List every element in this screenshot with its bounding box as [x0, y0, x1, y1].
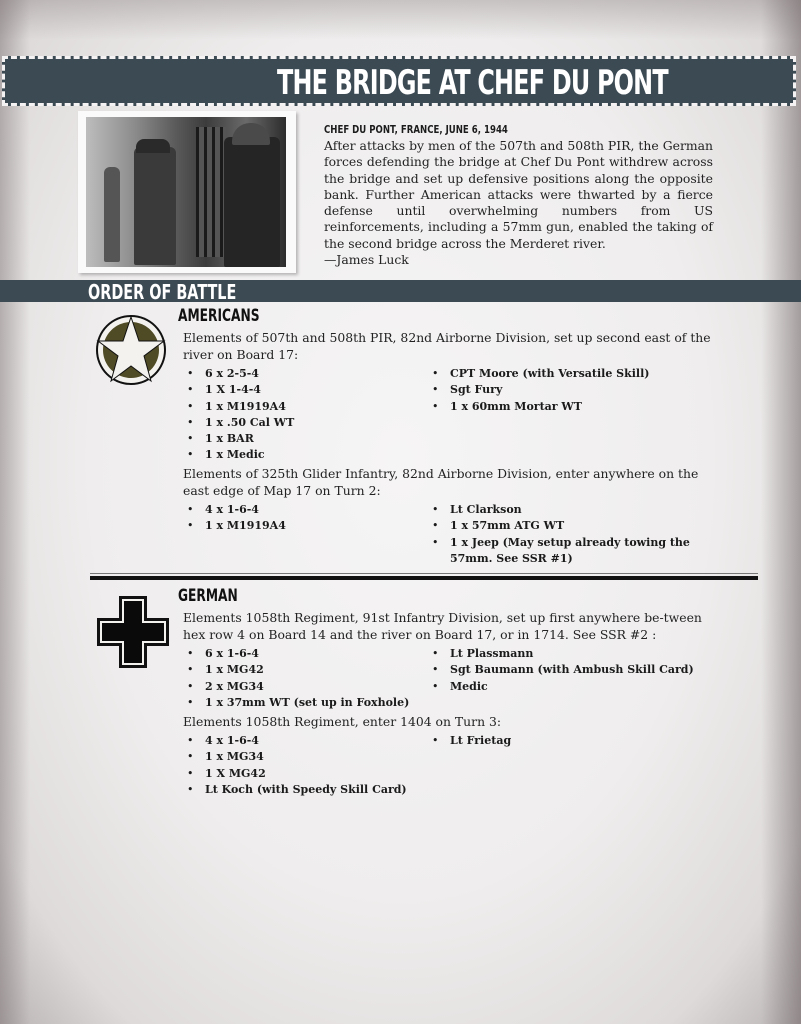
list-item: • 1 x MG42	[183, 662, 409, 678]
list-item: • 1 X 1-4-4	[183, 382, 294, 398]
americans-heading: AMERICANS	[178, 306, 260, 326]
list-item: • 1 x 57mm ATG WT	[428, 518, 720, 534]
list-item: • 4 x 1-6-4	[183, 733, 407, 749]
list-item: • 6 x 1-6-4	[183, 646, 409, 662]
german-group-2-left-list	[183, 733, 407, 798]
list-item: • 1 x Jeep (May setup already towing the 57mm. See SSR #1)	[428, 535, 720, 568]
german-heading: GERMAN	[178, 586, 238, 606]
list-item: • 1 x 60mm Mortar WT	[428, 399, 650, 415]
list-item: • 1 X MG42	[183, 766, 407, 782]
us-star-roundel-icon	[95, 314, 167, 386]
list-item: • Lt Koch (with Speedy Skill Card)	[183, 782, 407, 798]
page-title: THE BRIDGE AT CHEF DU PONT	[277, 63, 668, 103]
balkenkreuz-icon	[97, 596, 169, 668]
german-group-1-right-list	[428, 646, 694, 695]
list-item: • 1 x .50 Cal WT	[183, 415, 294, 431]
german-group-2-description: Elements 1058th Regiment, enter 1404 on Turn 3:	[183, 714, 502, 729]
intro-text	[324, 138, 713, 268]
list-item: • Sgt Fury	[428, 382, 650, 398]
americans-group-2-right-list	[428, 502, 720, 567]
list-item: • Lt Frietag	[428, 733, 511, 749]
list-item: • 1 x 37mm WT (set up in Foxhole)	[183, 695, 409, 711]
order-of-battle-title: ORDER OF BATTLE	[88, 280, 237, 304]
list-item: • 1 x M1919A4	[183, 399, 294, 415]
list-item: • Lt Plassmann	[428, 646, 694, 662]
list-item: • Lt Clarkson	[428, 502, 720, 518]
dateline: CHEF DU PONT, FRANCE, JUNE 6, 1944	[324, 123, 508, 136]
list-item: • Medic	[428, 679, 694, 695]
german-group-1-left-list	[183, 646, 409, 711]
list-item: • Sgt Baumann (with Ambush Skill Card)	[428, 662, 694, 678]
intro-author: —James Luck	[324, 252, 409, 268]
americans-group-2-left-list	[183, 502, 286, 535]
list-item: • CPT Moore (with Versatile Skill)	[428, 366, 650, 382]
list-item: • 1 x BAR	[183, 431, 294, 447]
page-edge-right	[761, 0, 801, 1024]
german-group-1-description: Elements 1058th Regiment, 91st Infantry Division, set up first anywhere be-tween hex row 4 on Board 14 and the river on Board 17, or in 1714. See SSR #2 :	[183, 610, 702, 642]
photo-image	[86, 117, 286, 267]
page-edge-left	[0, 0, 30, 1024]
list-item: • 1 x M1919A4	[183, 518, 286, 534]
list-item: • 1 x MG34	[183, 749, 407, 765]
list-item: • 1 x Medic	[183, 447, 294, 463]
list-item: • 6 x 2-5-4	[183, 366, 294, 382]
americans-group-1-description: Elements of 507th and 508th PIR, 82nd Airborne Division, set up second east of the river on Board 17:	[183, 330, 711, 362]
section-divider-thin	[90, 573, 758, 574]
list-item: • 4 x 1-6-4	[183, 502, 286, 518]
german-group-2-right-list	[428, 733, 511, 749]
page-edge-top	[0, 0, 801, 40]
section-divider	[90, 576, 758, 580]
americans-group-1-right-list	[428, 366, 650, 415]
list-item: • 2 x MG34	[183, 679, 409, 695]
title-banner	[2, 56, 796, 106]
intro-body: After attacks by men of the 507th and 508th PIR, the German forces defending the bridge at Chef Du Pont withdrew across the bridge and set up defensive positions along the opposite bank. Further American attacks were thwarted by a fierce defense until overwhelming numbers from US reinforcements, including a 57mm gun, enabled the taking of the second bridge across the Merderet river.	[324, 138, 713, 251]
americans-group-1-left-list	[183, 366, 294, 464]
scenario-photo	[78, 111, 296, 273]
americans-group-2-description: Elements of 325th Glider Infantry, 82nd Airborne Division, enter anywhere on the east edge of Map 17 on Turn 2:	[183, 466, 699, 498]
